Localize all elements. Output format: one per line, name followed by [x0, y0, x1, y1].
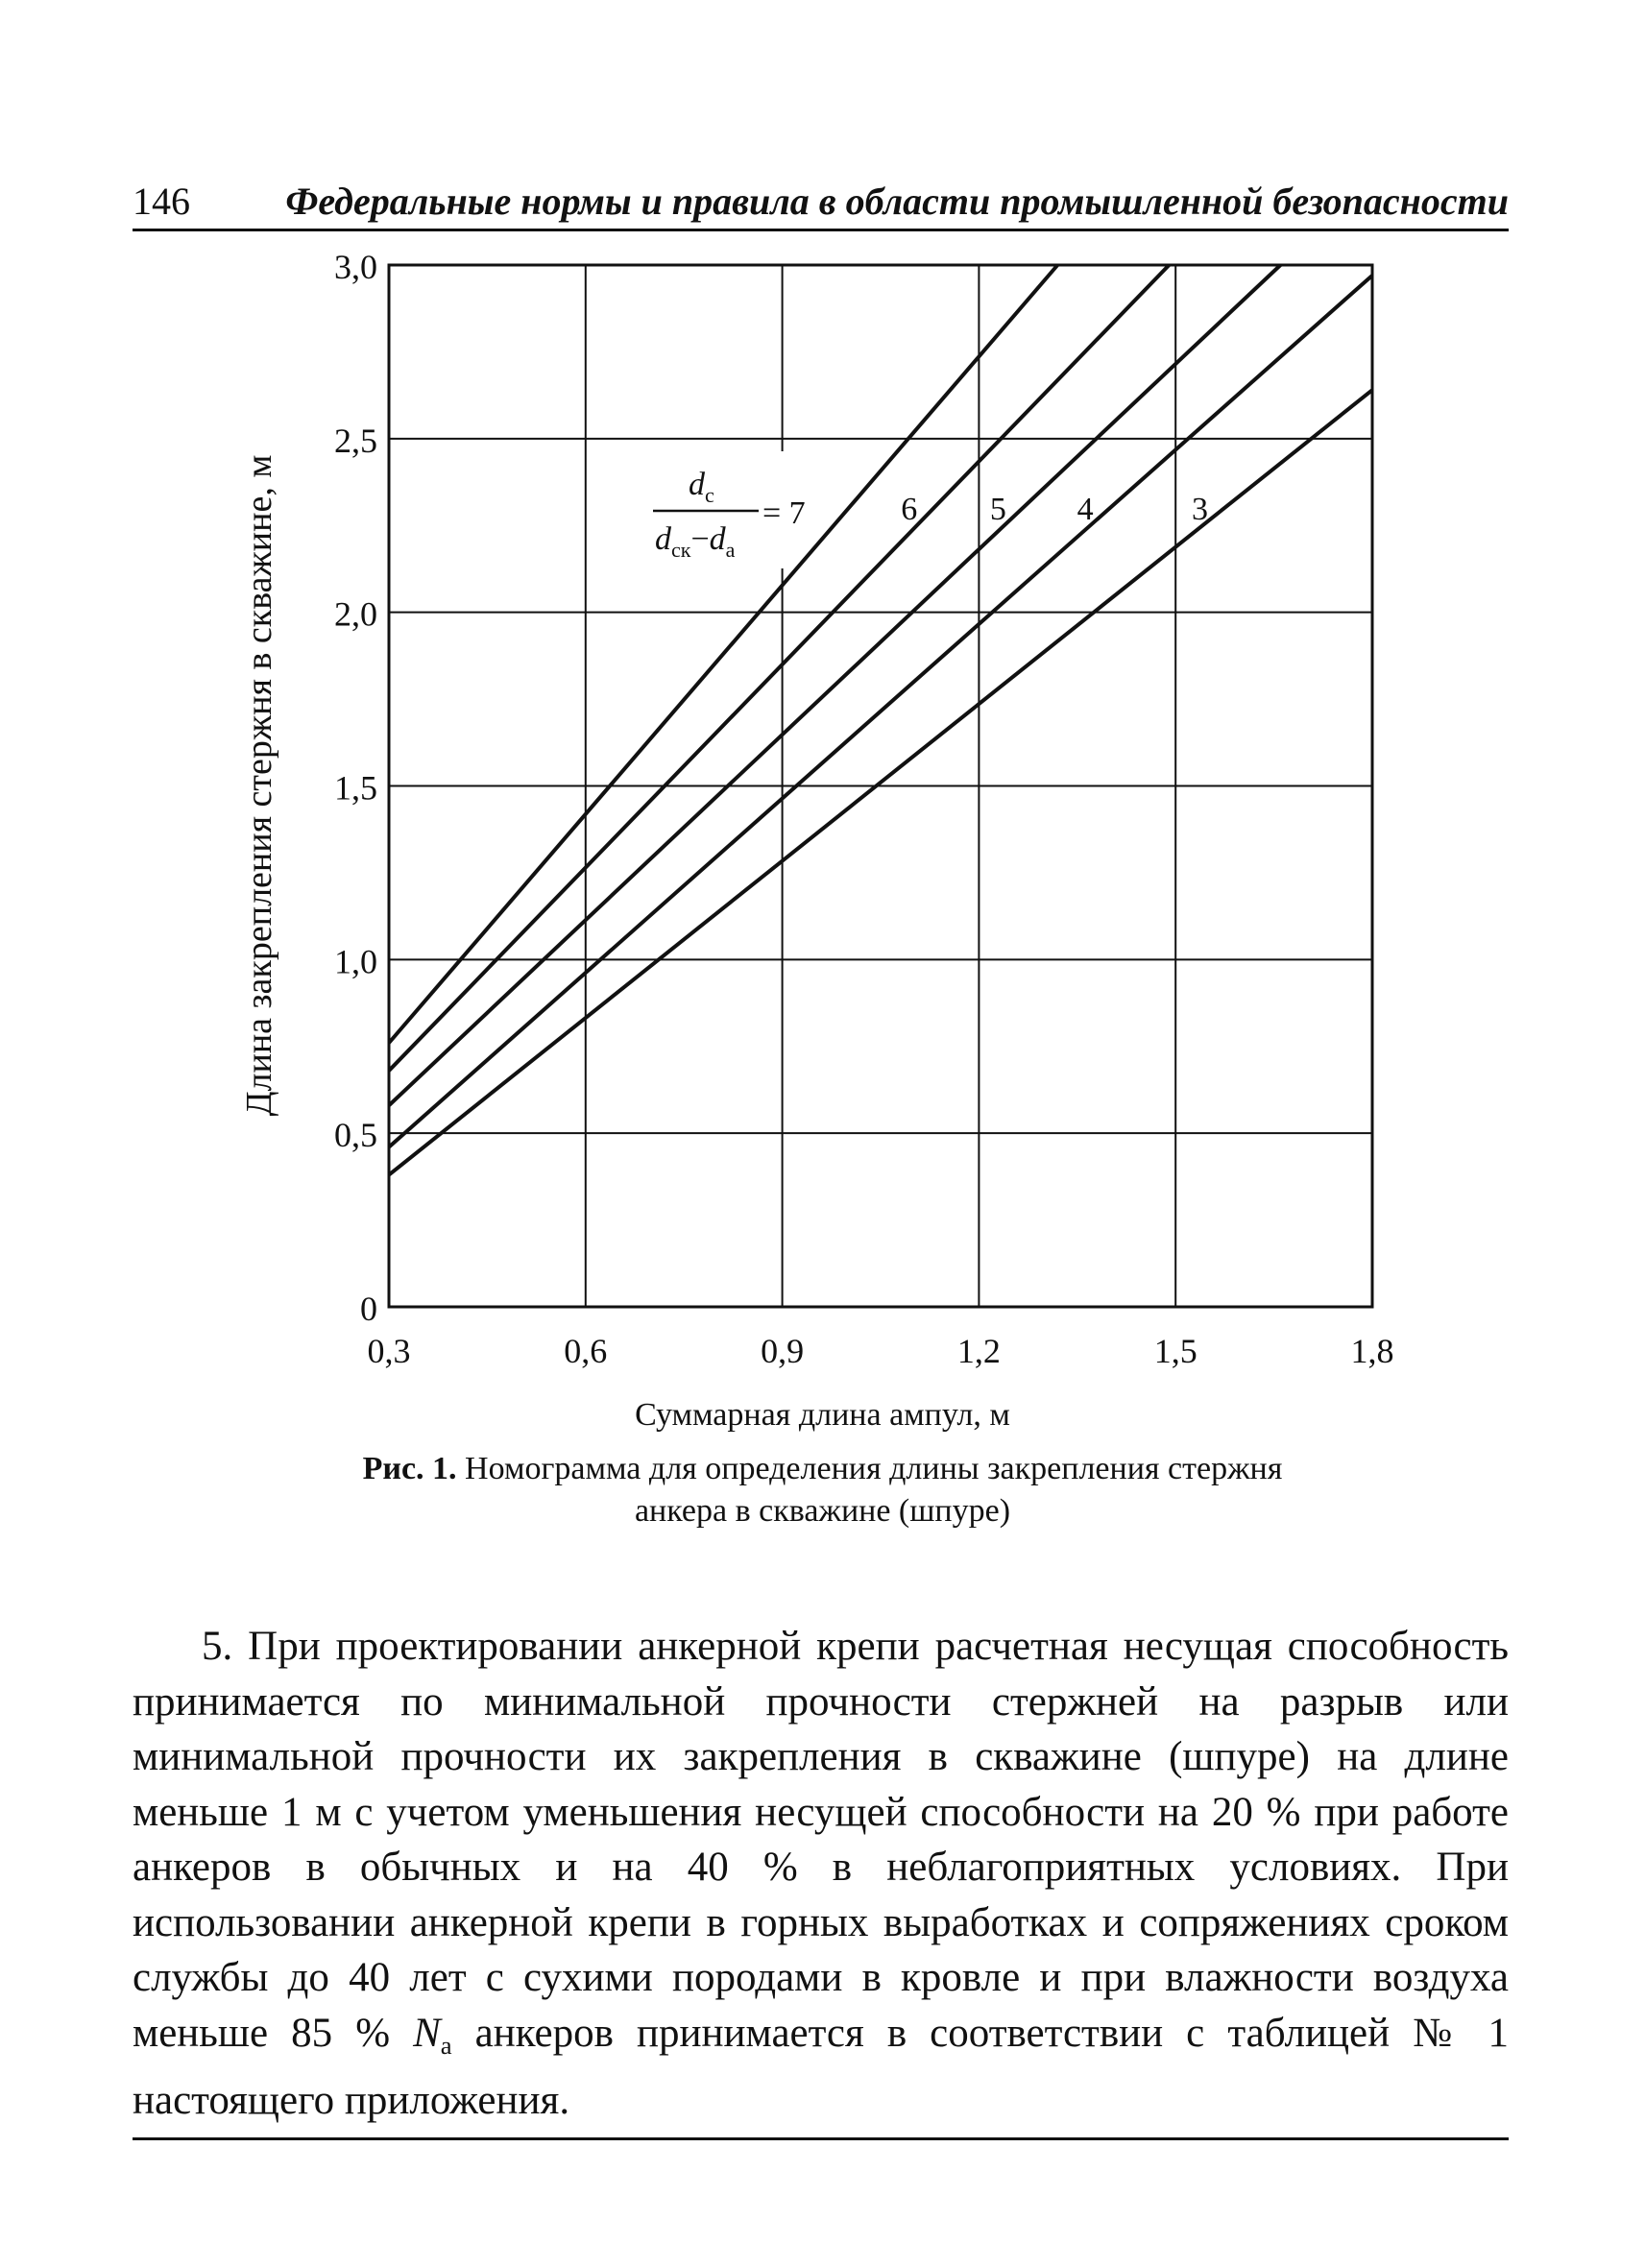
series-line-5	[389, 265, 1280, 1105]
footer-rule	[133, 2137, 1509, 2140]
figure-caption-line1: Номограмма для определения длины закрепления стержня	[465, 1451, 1283, 1486]
formula-den-minus: −	[690, 521, 710, 557]
paragraph-part2: анкеров принимается в соответствии с таблицей № 1 настоящего приложения.	[133, 2010, 1509, 2123]
y-tick-label: 1,5	[334, 768, 377, 808]
figure-caption-line2: анкера в скважине (шпуре)	[634, 1493, 1011, 1529]
formula-numerator: d	[689, 467, 705, 502]
y-tick-labels	[334, 248, 377, 1328]
series-line-3	[389, 390, 1372, 1174]
y-axis-label: Длина закрепления стержня в скважине, м	[239, 454, 279, 1117]
series-line-7	[389, 265, 1057, 1043]
legend-formula	[615, 451, 806, 568]
figure-caption-label: Рис. 1.	[362, 1451, 457, 1486]
y-tick-label: 2,0	[334, 594, 377, 634]
figure-caption	[0, 1448, 1645, 1532]
x-tick-label: 0,6	[564, 1332, 608, 1370]
paragraph-symbol: N	[413, 2010, 441, 2056]
formula-equals: = 7	[762, 495, 806, 531]
formula-den-b-sub: а	[725, 538, 736, 562]
x-tick-label: 1,2	[956, 1332, 1001, 1370]
x-tick-label: 1,8	[1350, 1332, 1394, 1370]
series-lines	[389, 265, 1372, 1175]
x-tick-labels	[368, 1332, 1394, 1370]
formula-den-a: d	[655, 521, 671, 557]
body-paragraph	[133, 1619, 1509, 2128]
series-label-6: 6	[901, 492, 918, 528]
y-tick-label: 0	[360, 1290, 377, 1328]
series-label-3: 3	[1191, 492, 1208, 528]
formula-den-a-sub: ск	[671, 538, 691, 562]
y-tick-label: 3,0	[334, 248, 377, 286]
svg-text:dск−dа	[655, 521, 736, 562]
paragraph-symbol-sub: а	[440, 2030, 452, 2060]
y-tick-label: 0,5	[334, 1116, 377, 1155]
series-line-6	[389, 265, 1169, 1071]
series-line-4	[389, 276, 1372, 1147]
page-number: 146	[133, 180, 190, 223]
formula-numerator-sub: с	[705, 483, 714, 507]
series-labels	[901, 492, 1208, 527]
formula-den-b: d	[709, 521, 726, 557]
paragraph-part1: 5. При проектировании анкерной крепи расчетная несущая способность принимается по минимальной прочности стержней на разрыв или минимальной прочности их закрепления в скважине (шпуре) на длине меньше 1 м с учетом уменьшения несущей способности на 20 % при работе анкеров в обычных и на 40 % в неблагоприятных условиях. При использовании анкерной крепи в горных выработках и сопряжениях сроком службы до 40 лет с сухими породами в кровле и при влажности воздуха меньше 85 %	[133, 1624, 1509, 2056]
y-tick-label: 2,5	[334, 421, 377, 460]
running-title: Федеральные нормы и правила в области промышленной безопасности	[285, 180, 1509, 223]
x-axis-label: Суммарная длина ампул, м	[635, 1397, 1010, 1433]
series-label-4: 4	[1077, 492, 1094, 528]
series-label-5: 5	[989, 492, 1006, 528]
y-tick-label: 1,0	[334, 942, 377, 981]
x-tick-label: 0,9	[761, 1332, 805, 1370]
x-tick-label: 0,3	[367, 1332, 411, 1370]
x-tick-label: 1,5	[1153, 1332, 1197, 1370]
chart-grid	[389, 265, 1372, 1307]
